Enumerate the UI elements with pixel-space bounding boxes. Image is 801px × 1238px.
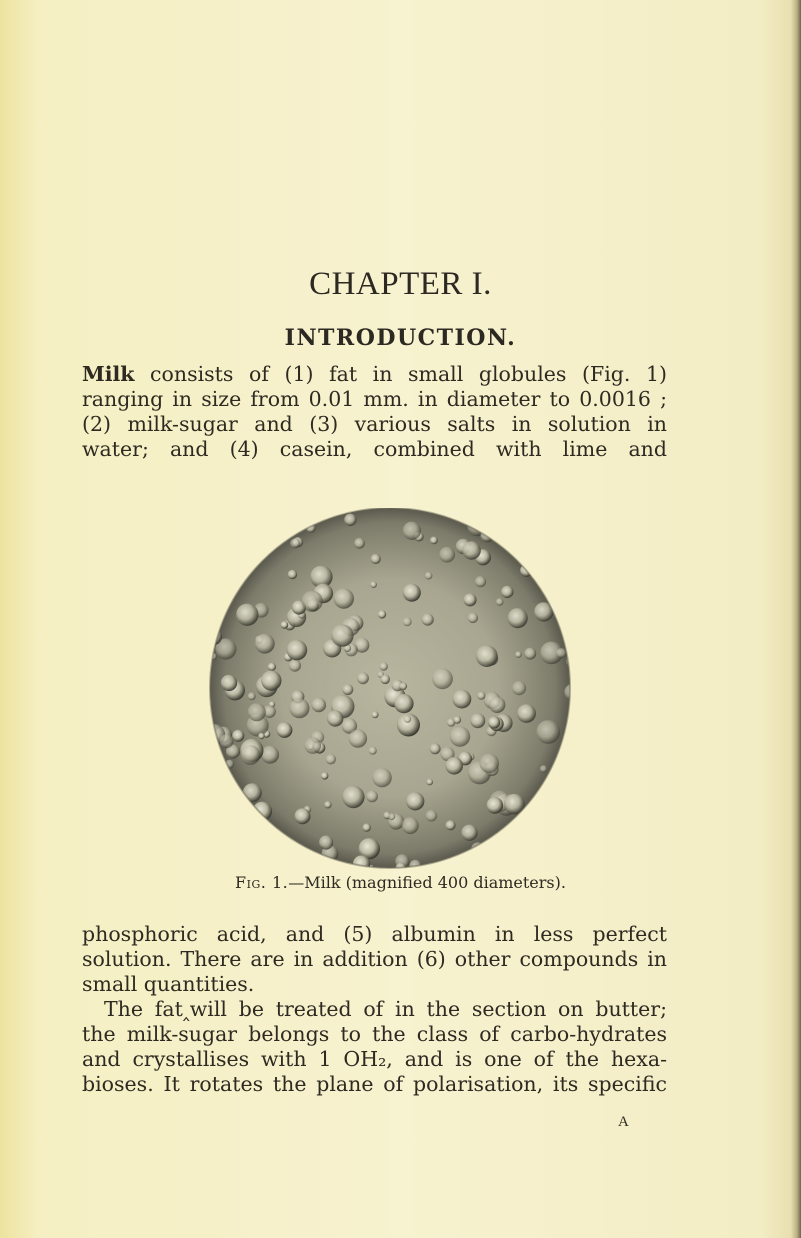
figure-caption: Fig. 1.—Milk (magnified 400 diameters).: [235, 873, 566, 892]
fat-globule: [450, 726, 470, 746]
text-line: the milk-sugar belongs to the class of carbo-hydrates: [82, 1022, 667, 1046]
fat-globule: [366, 791, 378, 803]
fat-globule: [319, 835, 333, 849]
fat-globule: [334, 588, 354, 608]
fat-globule: [321, 772, 328, 779]
milk-micrograph: [204, 508, 576, 876]
fat-globule: [380, 662, 388, 670]
fat-globule: [470, 713, 485, 728]
text-line: small quantities.: [82, 972, 255, 996]
fat-globule: [255, 634, 275, 654]
fat-globule: [501, 586, 513, 598]
fat-globule: [536, 720, 560, 744]
fat-globule: [289, 660, 301, 672]
fat-globule: [487, 797, 504, 814]
fat-globule: [324, 801, 331, 808]
fat-globule: [453, 690, 472, 709]
fat-globule: [445, 820, 455, 830]
fat-globule: [326, 754, 336, 764]
fat-globule: [336, 863, 342, 869]
fat-globule: [430, 743, 441, 754]
lead-word: Milk: [82, 362, 135, 386]
paragraph-2: [82, 922, 667, 1097]
fat-globule: [512, 681, 526, 695]
fat-globule: [287, 640, 308, 661]
text-line: solution. There are in addition (6) other compounds in: [82, 947, 667, 971]
fat-globule: [378, 610, 386, 618]
fat-globule: [403, 584, 421, 602]
fat-globule: [425, 572, 433, 580]
text-line: Milk consists of (1) fat in small globules (Fig. 1): [82, 362, 667, 386]
text-line: ranging in size from 0.01 mm. in diameter to 0.0016 ;: [82, 387, 667, 411]
fat-globule: [232, 730, 244, 742]
fat-globule: [261, 746, 279, 764]
fat-globule: [312, 698, 327, 713]
fat-globule: [302, 591, 323, 612]
fat-globule: [261, 670, 281, 690]
paragraph-1: [82, 362, 667, 462]
fat-globule: [445, 757, 463, 775]
fat-globule: [370, 581, 377, 588]
fat-globule: [344, 514, 356, 526]
text-line: water; and (4) casein, combined with lime and: [82, 437, 667, 461]
fat-globule: [371, 554, 381, 564]
fat-globule: [349, 729, 367, 747]
fat-globule: [342, 684, 353, 695]
fat-globule: [281, 621, 289, 629]
fat-globule: [480, 754, 500, 774]
fat-globule: [540, 765, 547, 772]
fat-globule: [404, 716, 411, 723]
fat-globule: [496, 598, 504, 606]
fat-globule: [342, 786, 364, 808]
text-line: (2) milk-sugar and (3) various salts in solution in: [82, 412, 667, 436]
figure-label: Fig. 1.: [235, 873, 289, 892]
fat-globule: [508, 608, 528, 628]
fat-globule: [241, 745, 261, 765]
fat-globule: [290, 698, 310, 718]
fat-globule: [426, 810, 438, 822]
fat-globule: [268, 663, 276, 671]
fat-globule: [372, 711, 379, 718]
fat-globule: [439, 547, 455, 563]
text-line: and crystallises with 1 OH₂, and is one of the hexa-: [82, 1047, 667, 1071]
fat-globule: [402, 817, 419, 834]
fat-globule: [372, 768, 391, 787]
fat-globule: [468, 613, 478, 623]
fat-globule: [430, 537, 438, 545]
fat-globule: [461, 825, 477, 841]
fat-globule: [290, 538, 300, 548]
fat-globule: [305, 737, 322, 754]
fat-globule: [363, 823, 371, 831]
fat-globule: [388, 813, 395, 820]
fat-globule: [288, 570, 297, 579]
fat-globule: [453, 716, 461, 724]
fat-globule: [295, 808, 311, 824]
fat-globule: [476, 645, 498, 667]
fat-globule: [517, 704, 536, 723]
fat-globule: [243, 783, 262, 802]
fat-globule: [403, 522, 421, 540]
fat-globule: [236, 604, 258, 626]
signature-mark: A: [618, 1114, 629, 1130]
fat-globule: [406, 792, 424, 810]
fat-globule: [331, 624, 353, 646]
fat-globule: [524, 648, 536, 660]
fat-globule: [354, 538, 365, 549]
fat-globule: [258, 733, 264, 739]
fat-globule: [464, 593, 477, 606]
fat-globule: [248, 703, 266, 721]
fat-globule: [488, 716, 500, 728]
fat-globule: [394, 694, 413, 713]
text-line: bioses. It rotates the plane of polarisation, its specific: [82, 1072, 667, 1096]
text-line: phosphoric acid, and (5) albumin in less perfect: [82, 922, 667, 946]
text-line: The fat‸will be treated of in the section on butter;: [104, 997, 667, 1021]
fat-globule: [403, 617, 412, 626]
chapter-title: INTRODUCTION.: [284, 325, 517, 351]
page-edge: [791, 0, 801, 1238]
fat-globule: [327, 710, 343, 726]
fat-globule: [252, 802, 272, 822]
fat-globule: [475, 576, 486, 587]
fat-globule: [221, 675, 237, 691]
fat-globule: [432, 668, 453, 689]
fat-globule: [477, 692, 485, 700]
fat-globule: [422, 614, 434, 626]
fat-globule: [515, 651, 522, 658]
fat-globule: [462, 541, 480, 559]
fat-globule: [369, 747, 377, 755]
fat-globule: [489, 697, 505, 713]
chapter-heading: CHAPTER I.: [309, 266, 492, 302]
fat-globule: [399, 682, 407, 690]
fat-globule: [357, 672, 369, 684]
fat-globule: [380, 675, 390, 685]
fat-globule: [220, 734, 234, 748]
fat-globule: [426, 779, 433, 786]
fat-globule: [277, 722, 293, 738]
fat-globule: [248, 692, 256, 700]
